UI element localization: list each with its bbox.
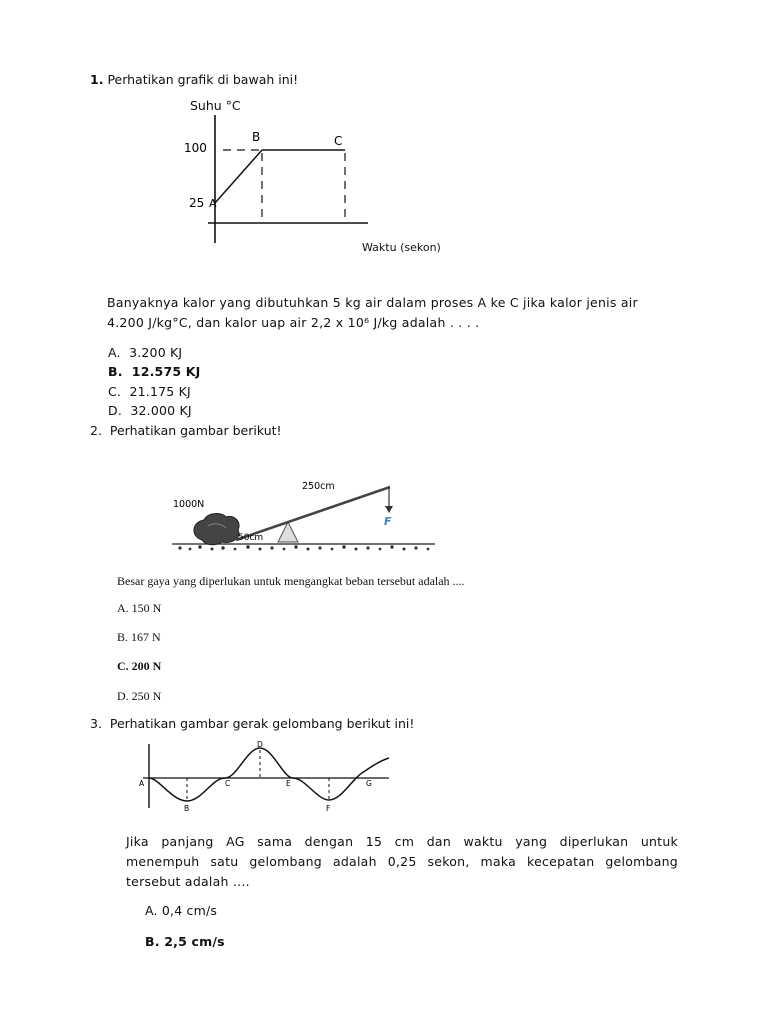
q3-option-a	[145, 903, 217, 918]
short-arm-label: 50cm	[238, 533, 264, 543]
graph-point-a: A	[209, 197, 217, 210]
q2-option-b-text: 167 N	[131, 630, 161, 644]
q2-option-a	[117, 601, 161, 616]
q2-option-c-text: 200 N	[131, 659, 162, 673]
question-3-header	[90, 716, 414, 731]
question-3-text	[126, 832, 678, 892]
question-3-text-line-2: menempuh satu gelombang adalah 0,25 sekon, maka kecepatan gelombang	[126, 854, 678, 869]
question-1-header	[90, 72, 298, 87]
graph-tick-100: 100	[184, 141, 207, 155]
force-arrow-head	[385, 506, 393, 513]
question-2-header	[90, 423, 282, 438]
question-1-text-line-1: Banyaknya kalor yang dibutuhkan 5 kg air dalam proses A ke C jika kalor jenis air	[107, 295, 638, 310]
question-1-prompt: Perhatikan grafik di bawah ini!	[107, 72, 299, 87]
q1-option-a-text: 3.200 KJ	[129, 345, 183, 360]
question-3-text-line-1: Jika panjang AG sama dengan 15 cm dan waktu yang diperlukan untuk	[126, 834, 678, 849]
graph-tick-25: 25	[189, 196, 205, 210]
q1-option-b	[108, 364, 201, 379]
q2-option-d-letter: D.	[117, 689, 129, 703]
wave-point-d: D	[257, 740, 263, 749]
q1-option-a	[108, 345, 182, 360]
question-2-number: 2.	[90, 423, 102, 438]
wave-point-a: A	[139, 779, 145, 788]
question-1-text-line-2: 4.200 J/kg°C, dan kalor uap air 2,2 x 10⁶ J/kg adalah . . . .	[107, 315, 480, 330]
q2-option-a-text: 150 N	[131, 601, 162, 615]
graph-y-axis-label: Suhu °C	[190, 98, 241, 113]
question-2-text: Besar gaya yang diperlukan untuk mengangkat beban tersebut adalah ....	[117, 574, 465, 588]
question-2-prompt: Perhatikan gambar berikut!	[109, 423, 282, 438]
q3-option-b-letter: B.	[145, 934, 160, 949]
q2-option-a-letter: A.	[117, 601, 129, 615]
q1-option-b-text: 12.575 KJ	[131, 364, 201, 379]
rock-load	[194, 514, 239, 545]
graph-line-a-b	[215, 150, 262, 203]
q2-option-c	[117, 659, 161, 674]
q1-option-d-letter: D.	[108, 403, 122, 418]
graph-point-c: C	[334, 134, 343, 148]
question-3-prompt: Perhatikan gambar gerak gelombang berikut ini!	[109, 716, 415, 731]
q2-option-b	[117, 630, 161, 645]
q2-option-b-letter: B.	[117, 630, 129, 644]
temperature-time-graph	[170, 115, 490, 275]
wave-point-f: F	[326, 804, 331, 813]
wave-figure	[137, 738, 397, 818]
q3-option-b	[145, 934, 225, 949]
lever-ground-texture	[178, 545, 429, 550]
load-label: 1000N	[173, 499, 205, 510]
q1-option-c	[108, 384, 191, 399]
question-1-text	[107, 293, 638, 333]
wave-curve	[149, 748, 389, 801]
q2-option-c-letter: C.	[117, 659, 129, 673]
q1-option-a-letter: A.	[108, 345, 121, 360]
graph-point-b: B	[252, 130, 261, 144]
q2-option-d-text: 250 N	[131, 689, 162, 703]
q1-option-c-letter: C.	[108, 384, 122, 399]
q3-option-a-text: 0,4 cm/s	[161, 903, 218, 918]
lever-figure	[160, 470, 450, 560]
q2-option-d	[117, 689, 161, 704]
q1-option-b-letter: B.	[108, 364, 123, 379]
q3-option-a-letter: A.	[145, 903, 158, 918]
wave-point-c: C	[225, 779, 231, 788]
wave-point-e: E	[286, 779, 291, 788]
force-label: F	[384, 515, 392, 528]
question-1-number: 1.	[90, 72, 104, 87]
wave-point-g: G	[366, 779, 372, 788]
q1-option-d	[108, 403, 192, 418]
wave-point-b: B	[184, 804, 190, 813]
question-3-text-line-3: tersebut adalah ....	[126, 874, 250, 889]
graph-x-axis-label: Waktu (sekon)	[362, 241, 441, 254]
q1-option-c-text: 21.175 KJ	[129, 384, 191, 399]
q3-option-b-text: 2,5 cm/s	[164, 934, 225, 949]
question-3-number: 3.	[90, 716, 102, 731]
long-arm-label: 250cm	[302, 481, 335, 492]
q1-option-d-text: 32.000 KJ	[130, 403, 192, 418]
